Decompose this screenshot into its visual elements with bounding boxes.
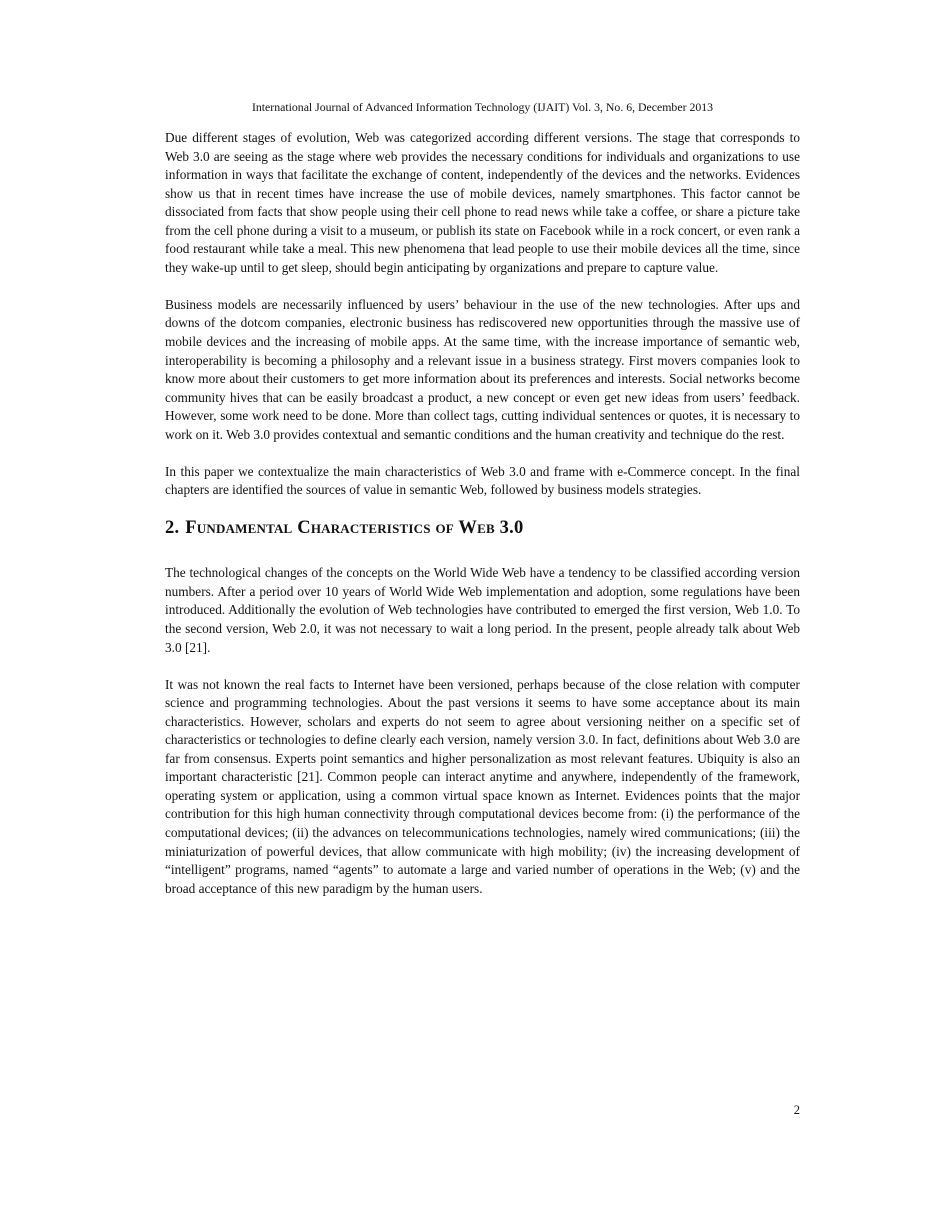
journal-running-header: International Journal of Advanced Information Technology (IJAIT) Vol. 3, No. 6, December 2013	[251, 100, 714, 114]
intro-paragraph-1: Due different stages of evolution, Web was categorized according different versions. The stage that corresponds to Web 3.0 are seeing as the stage where web provides the necessary conditions for individuals and organizations to use information in ways that facilitate the exchange of content, independently of the devices and the networks. Evidences show us that in recent times have increase the use of mobile devices, namely smartphones. This factor cannot be dissociated from facts that show people using their cell phone to read news while take a coffee, or share a picture take from the cell phone during a visit to a museum, or publish its state on Facebook while in a rock concert, or even rank a food restaurant while take a meal. This new phenomena that lead people to use their mobile devices all the time, since they wake-up until to get sleep, should begin anticipating by organizations and prepare to capture value.	[165, 130, 800, 275]
section-heading	[165, 518, 800, 539]
intro-paragraph-2: Business models are necessarily influenced by users’ behaviour in the use of the new technologies. After ups and downs of the dotcom companies, electronic business has rediscovered new opportunities through the massive use of mobile devices and the increasing of mobile apps. At the same time, with the increase importance of semantic web, interoperability is becoming a philosophy and a relevant issue in a business strategy. First movers companies look to know more about their customers to get more information about its preferences and interests. Social networks become community hives that can be easily broadcast a product, a new concept or even get new ideas from users’ feedback. However, some work need to be done. More than collect tags, cutting individual sentences or quotes, it is necessary to work on it. Web 3.0 provides contextual and semantic conditions and the human creativity and technique do the rest.	[165, 296, 800, 442]
paper-body	[165, 129, 800, 917]
section-paragraph-2: It was not known the real facts to Internet have been versioned, perhaps because of the close relation with computer science and programming technologies. About the past versions it seems to have some acceptance about its main characteristics. However, scholars and experts do not seem to agree about versioning neither on a specific set of characteristics or technologies to define clearly each version, namely version 3.0. In fact, definitions about Web 3.0 are far from consensus. Experts point semantics and higher personalization as most relevant features. Ubiquity is also an important characteristic [21]. Common people can interact anytime and anywhere, independently of the framework, operating system or application, using a common virtual space known as Internet. Evidences points that the major contribution for this high human connectivity through computational devices become from: (i) the performance of the computational devices; (ii) the advances on telecommunications technologies, namely wired communications; (iii) the miniaturization of powerful devices, that allow communicate with high mobility; (iv) the increasing development of “intelligent” programs, named “agents” to automate a large and varied number of operations in the Web; (v) and the broad acceptance of this new paradigm by the human users.	[165, 676, 800, 896]
section-title: Fundamental Characteristics of Web 3.0	[185, 518, 524, 539]
page-number: 2	[793, 1103, 800, 1117]
section-number: 2.	[165, 518, 180, 539]
section-paragraph-1: The technological changes of the concepts on the World Wide Web have a tendency to be classified according version numbers. After a period over 10 years of World Wide Web implementation and adoption, some regulations have been introduced. Additionally the evolution of Web technologies have contributed to emerged the first version, Web 1.0. To the second version, Web 2.0, it was not necessary to wait a long period. In the present, people already talk about Web 3.0 [21].	[165, 565, 800, 655]
intro-paragraph-3: In this paper we contextualize the main characteristics of Web 3.0 and frame with e-Commerce concept. In the final chapters are identified the sources of value in semantic Web, followed by business models strategies.	[165, 463, 800, 498]
